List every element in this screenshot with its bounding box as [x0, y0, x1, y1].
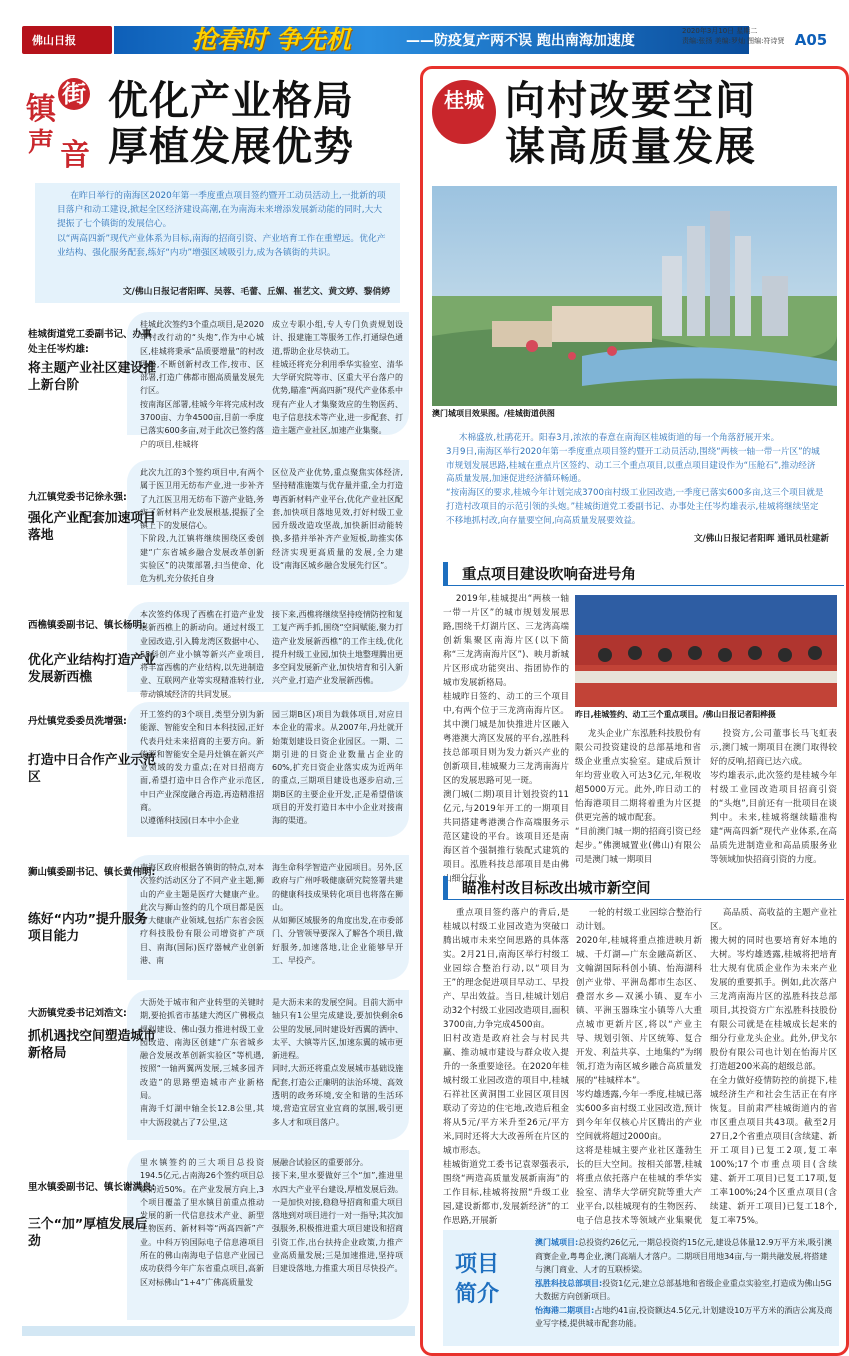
- project-summary-label: 项目简介: [455, 1252, 500, 1307]
- badge-char: 街: [58, 78, 90, 110]
- right-headline-line2: 谋高质量发展: [505, 124, 757, 170]
- project-desc: 总投资约26亿元,一期总投资约15亿元,建设总体量12.9万平方米,吸引澳商赛企业,粤粤企业,澳门高端人才落户。二期项目用地34亩,与一期共融发展,将搭建与澳门商业、人才的互联桥梁。: [535, 1238, 833, 1274]
- project-name: 泓胜科技总部项目:: [535, 1278, 603, 1288]
- interview-headline: 练好“内功”提升服务项目能力: [28, 912, 148, 944]
- badge-char: 音: [60, 138, 90, 173]
- macau-city-rendering-photo: [432, 186, 837, 406]
- interview-text-col2: 是大沥未来的发展空间。目前大沥中轴只有1公里完成建设,要加快剩余6公里的发展,同时建设好西翼的洒中、太平、大镇等片区,加速东翼的城市更新进程。 同时,大沥还将重点发展城市基础设施配套,打造公正廉明的法治环境、高效透明的政务环境,安全和谐的生活环境,营造宜居宜业宜商的氛围,吸引更多人才和项目落户。: [272, 998, 403, 1127]
- newspaper-logo: 佛山日报: [32, 34, 76, 47]
- interview-text-col1: 本次签约体现了西樵在打造产业发展新西樵上的新动向。通过村级工业园改造,引入腾龙湾区数据中心、58科创产业小镇等新兴产业项目,将丰富西樵的产业结构,以先进制造业、互联网产业等实现精准转行业,带动镇域经济的共同发展。: [140, 610, 264, 699]
- section-heading-text: 瞄准村改目标改出城市新空间: [462, 881, 651, 897]
- interview-text-col1: 桂城此次签约3个重点项目,是2020年村改行动的“头炮”,作为中心城区,桂城将秉承“品质要增量”的村改思路,不断创新村改工作,按市、区部署,打造广佛都市圈高质量发展先行区。 按南海区部署,桂城今年将完成村改3700亩、力争4500亩,目前一季度已落实600多亩,对于此次已签约落户的项目,桂城将: [140, 320, 264, 449]
- section-heading: [443, 562, 839, 586]
- project-name: 澳门城项目:: [535, 1238, 579, 1247]
- project-desc: 投资1亿元,建立总部基地和省级企业重点实验室,打造成为佛山5G大数据方向创新项目。: [535, 1278, 832, 1301]
- interviewee: 大沥镇党委书记刘浩文:: [28, 1008, 127, 1019]
- right-headline-line1: 向村改要空间: [505, 78, 757, 124]
- interview-section: [22, 460, 415, 585]
- page-number: A05: [794, 31, 828, 49]
- left-intro-text: 在昨日举行的南海区2020年第一季度重点项目签约暨开工动员活动上,一批新的项目落户和动工建设,掀起全区经济建设高潮,在为南海未来增添发展新动能的同时,大大提振了七个镇街的发展信心。 以“两高四新”现代产业体系为目标,南海的招商引资、产业培育工作在重塑远。优化产业结构、强化服务配套,练好“内功”增强区域吸引力,成为各镇街的共识。: [57, 191, 386, 258]
- project-desc: 占地约41亩,投资额达4.5亿元,计划建设10万平方米的酒店公寓及商业写字楼,提供城市配套功能。: [535, 1305, 833, 1328]
- newspaper-logo-block: [22, 26, 112, 54]
- page-header: [22, 22, 827, 58]
- interview-text-col2: 海生命科学智造产业园项目。另外,区政府与广州呼吸健康研究院签署共建的健康科技成果转化项目也将落在狮山。 从如狮区域服务的角度出发,在市委部门、分管领导要深入了解各个项目,做好服务,加速落地,让企业能够早开工、早投产。: [272, 863, 403, 966]
- article-col1: 重点项目签约落户的背后,是桂城以村级工业园改造为突破口腾出城市未来空间思路的具体落实。2月21日,南海区举行村级工业园综合整治行动,以“项目为王”的理念促进项目早动工、早投产、早出效益。当日,桂城计划启动32个村级工业园改造项目,面积3700亩,力争完成4500亩。 旧村改造是政府社会与村民共赢、推动城市建设与群众收入提升的一条重要途径。在2020年桂城村级工业园改造的项目中,桂城石祥社区黄洞围工业园区项目因联动了旁边的住宅地,改造后租金将从5元/平方米升至26元/平方米,同时还将大大改善所在片区的城市形态。 桂城街道党工委书记袁翠强表示,围绕“两造高质量发展新南海”的工作目标,桂城将按照“升级工业园,建设新都市,发展新经济”的工作思路,开展新: [443, 908, 569, 1226]
- interview-section: [22, 1150, 415, 1320]
- interview-text-col2: 接下来,西樵将继续坚持疫情防控和复工复产两手抓,围绕“空间赋能,聚力打造产业发展新西樵”的工作主线,优化提升村级工业园,加快土地整理腾出更多空间发展新产业,加快培育和引入新兴产业,打造产业发展新西樵。: [272, 610, 403, 686]
- photo-caption: 澳门城项目效果图。/桂城街道供图: [432, 409, 555, 418]
- guicheng-badge: [432, 80, 496, 144]
- article-col3: 高品质、高收益的主题产业社区。 搬大树的同时也要培育好本地的大树。岑灼雄透露,桂城将把培育壮大规有优质企业作为未来产业发展的重要抓手。例如,此次落户三龙湾南海片区的泓胜科技总部项目,其投资方广东泓胜科技股份有限公司就是在桂城成长起来的细分行业龙头企业。此外,伊戈尔股份有限公司也计划在怡海片区打造超200米高的超级总部。 在全力做好疫情防控的前提下,桂城经济生产和社会生活正在有序恢复。目前肃严桂城街道内的省市区重点项目共43项。截至2月27日,2个省重点项目(含续建、新开工项目)已复工2项,复工率100%;17个市重点项目(含续建、新开工项目)已复工17项,复工率100%;24个区重点项目(含续建、新开工项目)已复工18个,复工率75%。: [710, 908, 837, 1226]
- interview-section: [22, 990, 415, 1140]
- header-subslogan: ——防疫复产两不误 跑出南海加速度: [406, 33, 635, 49]
- header-slogan: 抢春时 争先机: [192, 25, 351, 54]
- article-col2: 龙头企业广东泓胜科技股份有限公司投资建设的总部基地和省级企业重点实验室。建成后预计年均营业收入可达3亿元,年税收超5000万元。此外,昨日动工的怡海港项目二期将着重为片区提供更完善的城市配套。 “目前澳门城一期的招商引资已经起步。”佛澳城置业(佛山)有限公司是澳门城一期项目: [575, 729, 701, 865]
- interview-section: [22, 602, 415, 699]
- left-headline: [108, 78, 354, 170]
- badge-char: 声: [28, 128, 55, 158]
- interviewee: 西樵镇委副书记、镇长杨明:: [28, 620, 146, 631]
- article-col1: 2019年,桂城提出“两核一轴一带一片区”的城市规划发展思路,围绕千灯湖片区、三龙湾高端创新集聚区南海片区(以下简称“三龙湾南海片区”)、映月新城片区形成功能突出、指团协作的城市发展新格局。 桂城昨日签约、动工的三个项目中,有两个位于三龙湾南海片区。其中澳门城是加快推进片区融入粤港澳大湾区发展的平台,泓胜科技总部项目则为发力新兴产业的创新项目,桂城聚力三龙湾南海片区的发展思路可见一斑。 澳门城(二期)项目计划投资约11亿元,与2019年开工的一期项目共同搭建粤港澳合作高端服务示范区建设的平台。该项目还是南海区首个强制推行装配式建筑的项目。泓胜科技总部项目是由佛山细分行业: [443, 594, 569, 884]
- article-col3: 投资方,公司董事长马飞虹表示,澳门城一期项目在澳门取得较好的反响,招商已达六成。 岑灼雄表示,此次签约是桂城今年村级工业园改造项目招商引资的“头炮”,目前还有一批项目在谈判中。未来,桂城将继续瞄准构建“两高四新”现代产业体系,在高品质先进制造业和高品质服务业等领域加快招商引资的力度。: [710, 729, 837, 865]
- issue-date: 2020年3月10日 星期二: [682, 27, 758, 35]
- interview-headline: 抓机遇找空间塑造城市新格局: [28, 1029, 156, 1061]
- interview-text-col1: 此次九江的3个签约项目中,有两个属于医卫用无纺布产业,进一步补齐了九江医卫用无纺布下游产业链,务实了新材料产业发展根基,提振了全镇上下的发展信心。 下阶段,九江镇将继续围绕区委创建“广东省城乡融合发展改革创新实验区”的决策部署,扫当使命、化危为机,充分依托自身: [140, 468, 264, 584]
- project-item: [535, 1304, 833, 1331]
- left-headline-line2: 厚植发展优势: [108, 124, 354, 170]
- right-headline: [505, 78, 757, 170]
- photo-caption: 昨日,桂城签约、动工三个重点项目。/佛山日报记者阳桦摄: [575, 710, 776, 719]
- interviewee: 桂城街道党工委副书记、办事处主任岑灼雄:: [28, 329, 152, 355]
- interviewee: 九江镇党委书记徐永强:: [28, 492, 127, 503]
- interview-text-col1: 开工签约的3个项目,类型分别为新能源、智能安全和日本科技园,正好代表丹灶未来招商的主要方向。新能源和智能安全是丹灶镇在新兴产业领域的发力重点;在对日招商方面,希望打造中日合作产业示范区,中日产业深度融合再造,再造精准招商。 以遵循科技园(日本中小企业: [140, 710, 264, 826]
- badge-char: 镇: [26, 92, 56, 127]
- interview-text-col1: 里水镇签约的三大项目总投资194.5亿元,占南海26个签约项目总额的近50%。在产业发展方向上,3个项目覆盖了里水镇目前重点推动发展的新一代信息技术产业、新型生物医药、新材料等“两高四新”产业。中科万钧国际电子信息港项目所在的佛山南海电子信息产业园已成功获得今年广东省重点项目,高新区对标佛山“1+4”广佛高质量发: [140, 1158, 264, 1287]
- project-item: [535, 1236, 833, 1277]
- left-byline: 文/佛山日报记者阳晖、吴蓉、毛蕾、丘媚、崔艺文、黄文婷、黎俏婷: [122, 287, 390, 297]
- interview-section: [22, 312, 415, 449]
- section-heading: [443, 876, 839, 900]
- project-name: 怡海港二期项目:: [535, 1305, 595, 1315]
- interview-section: [22, 702, 415, 837]
- right-byline: 文/佛山日报记者阳晖 通讯员杜建新: [693, 534, 829, 544]
- interviewee: 丹灶镇党委委员洗增强:: [28, 716, 127, 727]
- article-col2: 一轮的村级工业园综合整治行动计划。 2020年,桂城将重点推进映月新城、千灯湖—广东金融高新区、文翰湖国际科创小镇、怡海湖科创产业带、平洲岛都市生态区、叠滘水乡—双溪小镇、夏车小镇、平洲玉器珠宝小镇等八大重点城市更新片区,将以“产业主导、规划引领、片区统筹、复合开发、利益共享、土地集约”为纲领,打造为南区城乡融合高质量发展的“桂城样本”。 岑灼雄透露,今年一季度,桂城已落实600多亩村级工业园改造,预计到今年年仅核心片区腾出的产业空间就将超过2000亩。 这将是桂城主要产业社区蓬勃生长的巨大空间。按相关部署,桂城将重点依托落户在桂城的季华实验室、清华大学研究院等重大产业平台,以桂城现有的生物医药、电子信息技术等领域产业集聚优: [576, 908, 702, 1226]
- project-item: [535, 1277, 833, 1304]
- project-summary-box: [443, 1230, 839, 1346]
- signing-ceremony-photo: [575, 595, 837, 707]
- interview-headline: 三个“加”厚植发展后劲: [28, 1217, 148, 1249]
- interview-text-col2: 成立专职小组,专人专门负责规划设计、报建施工等服务工作,打通绿色通道,帮助企业尽快动工。 桂城还将充分利用季华实验室、清华大学研究院等市、区重大平台落户的优势,瞄准“两高四新”现代产业体系中现有产业人才集聚效应的生物医药、电子信息技术等产业,进一步配套、打造主题产业社区,加速产业集聚。: [272, 320, 403, 436]
- section-heading-text: 重点项目建设吹响奋进号角: [462, 567, 636, 583]
- right-intro-text: 木棉盛放,杜鹃花开。阳春3月,浓浓的春意在南海区桂城街道的每一个角落舒展开来。 3月9日,南海区举行2020年第一季度重点项目签约暨开工动员活动,围绕“两核一轴一带一片区”的城市规划发展思路,桂城在重点片区签约、动工三个重点项目,以重点项目建设作为“压舱石”,推动经济高质量发展,加速促进经济循环畅通。 “按南海区的要求,桂城今年计划完成3700亩村级工业园改造,一季度已落实600多亩,这三个项目就是打造村改项目的示范引领的头炮。”桂城街道党工委副书记、办事处主任岑灼雄表示,桂城将继续坚定不移地抓村改,向存量要空间,向高质量发展要效益。: [446, 433, 824, 526]
- interview-text-col1: 南海区政府根据各镇街的特点,对本次签约活动区分了不同产业主题,狮山的产业主题是医疗大健康产业。此次与狮山签约的几个项目都是医疗大健康产业领域,包括广东省会医疗科技股份有限公司增资扩产项目、南海(国际)医疗器械产业创新港、南: [140, 863, 264, 966]
- interview-text-col2: 园三期B区)项目为载体项目,对应日本企业的需求。从2007年,丹灶就开始策划建设日资企业园区。一期、二期引进的日资企业数量占企业的60%,扩充日资企业落实成为近两年的重点,三期项目建设也逐步启动,三期B区的主要企业开发,正是希望借该项目的开发打造日本中小企业对接南海的渠道。: [272, 710, 403, 826]
- interviewee: 里水镇委副书记、镇长谢满良:: [28, 1182, 156, 1193]
- interview-text-col2: 区位及产业优势,重点聚焦实体经济,坚持精准施策与优存量并重,全力打造粤西新材料产业平台,优化产业社区配套,加快项目落地见效,打好村级工业园升级改造攻坚战,加快新旧动能转换,多措并举补齐产业短板,助推实体经济实现更高质量的发展,全力建设“南海区城乡融合发展先行区”。: [272, 468, 403, 571]
- interview-text-col1: 大沥处于城市和产业转型的关键时期,要抢抓省市基建大湾区广佛极点规划建设、佛山强力推进村级工业园改造、南海区创建“广东省城乡融合发展改革创新实验区”等机遇,按照“一轴两翼两发展,三城多园齐改造”的思路塑造城市产业新格局。 南海千灯湖中轴全长12.8公里,其中大沥段就占了7公里,这: [140, 998, 264, 1127]
- editor-credits: 责编:张扬 美编:罗灿 图编:符诗贤: [682, 37, 785, 45]
- left-headline-line1: 优化产业格局: [108, 78, 354, 124]
- interview-text-col2: 展融合试验区的重要部分。 接下来,里水要做好三个“加”,推进里水四大产业平台建设,厚植发展后劲。一是加快对接,稳稳导招商和重大项目落地到对项目进行一对一指导;其次加强服务,积极推进重大项目建设和招商引资工作,出台扶持企业政策,力推产业高质量发展;三是加速推进,坚持项目建设落地,力推重大项目尽快投产。: [272, 1158, 403, 1274]
- header-info: [682, 26, 792, 46]
- interview-headline: 打造中日合作产业示范区: [28, 753, 156, 785]
- interviewee: 狮山镇委副书记、镇长黄伟明:: [28, 867, 156, 878]
- interview-headline: 优化产业结构打造产业发展新西樵: [28, 653, 156, 685]
- guicheng-badge-text: 桂城: [444, 88, 484, 112]
- interview-headline: 将主题产业社区建设推上新台阶: [28, 361, 156, 393]
- left-intro-box: [35, 183, 400, 303]
- project-summary-list: [535, 1236, 833, 1331]
- interview-section: [22, 855, 415, 980]
- interview-headline: 强化产业配套加速项目落地: [28, 511, 156, 543]
- column-badge: [22, 78, 102, 173]
- right-intro-box: [432, 428, 837, 548]
- bottom-decoration: [22, 1326, 415, 1336]
